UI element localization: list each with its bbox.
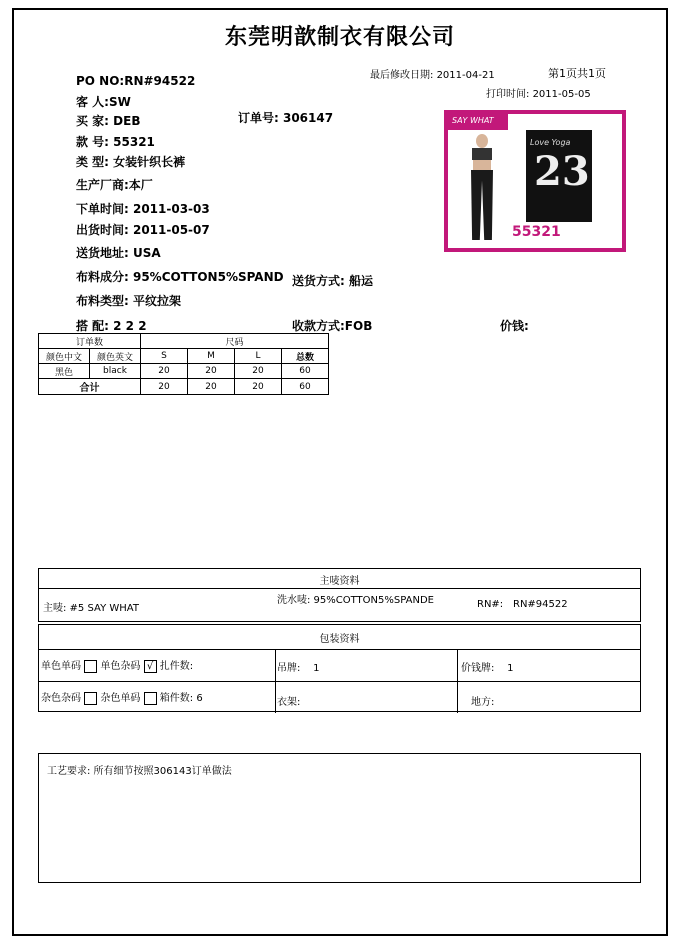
buyer: 买 家: DEB — [76, 114, 141, 128]
rn-label: RN#: — [477, 599, 504, 610]
packing-row-1: 单色单码 单色杂码 √ 扎件数: — [41, 660, 194, 672]
price-tag: 价钱牌: 1 — [461, 663, 514, 674]
model-pants — [471, 170, 493, 240]
packing-section — [38, 624, 641, 712]
color-cn-header: 颜色中文 — [39, 349, 90, 364]
hanger: 衣架: — [277, 697, 301, 708]
row-total: 60 — [282, 364, 329, 379]
model-top — [472, 148, 492, 160]
total-header: 总数 — [282, 349, 329, 364]
print-time: 打印时间: 2011-05-05 — [486, 89, 591, 100]
rn-value: RN#94522 — [513, 599, 568, 610]
garment-type: 类 型: 女装针织长裤 — [76, 155, 186, 169]
row-qty-s: 20 — [141, 364, 188, 379]
order-number: 订单号: 306147 — [238, 111, 334, 125]
match-ratio: 搭 配: 2 2 2 — [76, 319, 147, 333]
customer: 客 人:SW — [76, 95, 131, 109]
order-table — [38, 333, 329, 395]
price: 价钱: — [500, 319, 529, 333]
model-waist — [473, 160, 491, 170]
page-info: 第1页共1页 — [548, 67, 606, 80]
wash-label-value: 洗水唛: 95%COTTON5%SPANDE — [277, 595, 434, 606]
size-header: 尺码 — [141, 334, 329, 349]
packing-header: 包装资料 — [319, 634, 360, 645]
photo-banner-text: SAY WHAT — [452, 116, 494, 125]
product-photo — [444, 110, 626, 252]
print-number: 23 — [534, 148, 590, 195]
hang-tag: 吊牌: 1 — [277, 663, 320, 674]
photo-style-number: 55321 — [512, 224, 561, 240]
size-l-header: L — [235, 349, 282, 364]
main-label-section — [38, 568, 641, 622]
company-title: 东莞明歆制衣有限公司 — [224, 25, 455, 50]
row-qty-m: 20 — [188, 364, 235, 379]
sum-m: 20 — [188, 379, 235, 395]
manufacturer: 生产厂商:本厂 — [76, 178, 153, 192]
ship-method: 送货方式: 船运 — [292, 274, 373, 288]
row-color-cn: 黑色 — [39, 364, 90, 379]
sum-l: 20 — [235, 379, 282, 395]
size-s-header: S — [141, 349, 188, 364]
size-m-header: M — [188, 349, 235, 364]
print-script: Love Yoga — [530, 138, 571, 147]
modified-label: 最后修改日期: 2011-04-21 — [370, 70, 495, 81]
order-qty-header: 订单数 — [39, 334, 141, 349]
mixed-color-single-checkbox[interactable] — [144, 692, 157, 705]
single-color-single-checkbox[interactable] — [84, 660, 97, 673]
sum-total: 60 — [282, 379, 329, 395]
ship-address: 送货地址: USA — [76, 246, 161, 260]
po-number: PO NO:RN#94522 — [76, 74, 196, 88]
main-label-value: 主唛: #5 SAY WHAT — [43, 603, 139, 614]
fabric-composition: 布料成分: 95%COTTON5%SPAND — [76, 270, 284, 284]
row-color-en: black — [90, 364, 141, 379]
sum-row — [39, 379, 329, 395]
craft-section — [38, 753, 641, 883]
order-time: 下单时间: 2011-03-03 — [76, 202, 210, 216]
sum-label: 合计 — [39, 379, 141, 395]
packing-row-2: 杂色杂码 杂色单码 箱件数: 6 — [41, 693, 203, 704]
table-row — [39, 364, 329, 379]
ship-time: 出货时间: 2011-05-07 — [76, 223, 210, 237]
payment-method: 收款方式:FOB — [292, 319, 373, 333]
sum-s: 20 — [141, 379, 188, 395]
style-number: 款 号: 55321 — [76, 135, 155, 149]
row-qty-l: 20 — [235, 364, 282, 379]
craft-requirements: 工艺要求: 所有细节按照306143订单做法 — [47, 766, 232, 777]
single-color-mixed-checkbox[interactable]: √ — [144, 660, 157, 673]
color-en-header: 颜色英文 — [90, 349, 141, 364]
main-label-header: 主唛资料 — [319, 576, 360, 587]
place: 地方: — [471, 697, 495, 708]
fabric-type: 布料类型: 平纹拉架 — [76, 294, 181, 308]
mixed-color-mixed-checkbox[interactable] — [84, 692, 97, 705]
model-head — [476, 134, 488, 148]
